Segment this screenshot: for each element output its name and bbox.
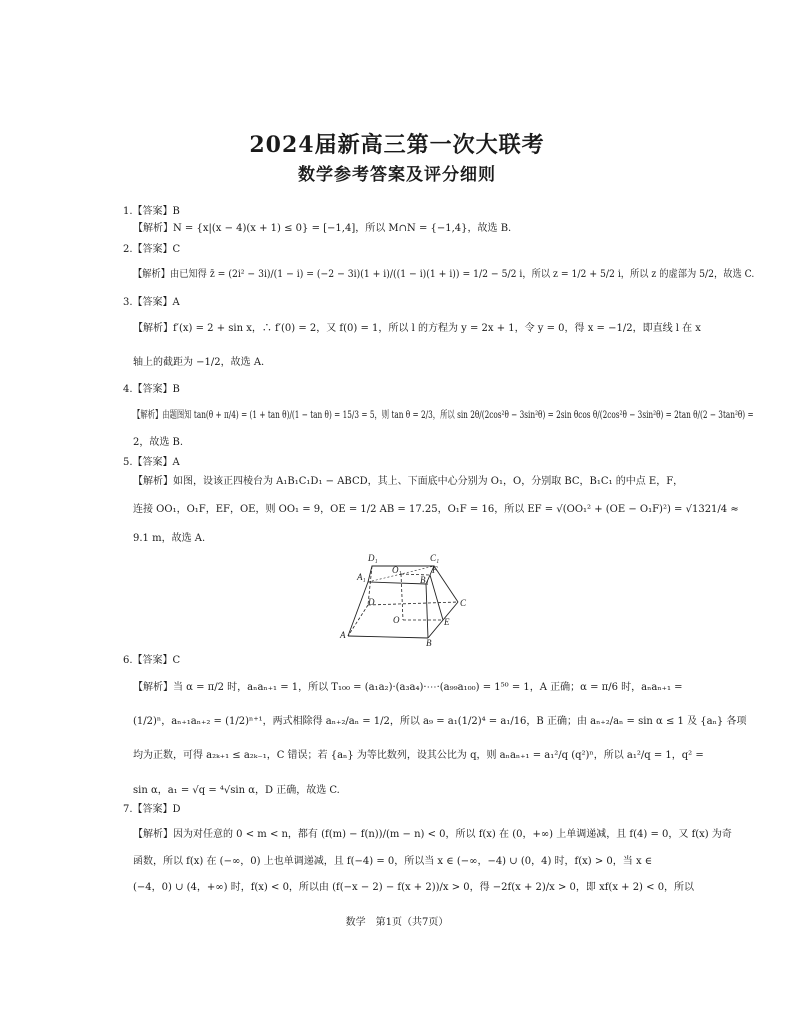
explanation-3-line-1: 【解析】f′(x) = 2 + sin x，∴ f′(0) = 2，又 f(0) = 1，所以 l 的方程为 y = 2x + 1，令 y = 0，得 x = −1/2，即直线 l 在 x xyxy=(133,323,701,334)
answer-2: 2.【答案】C xyxy=(123,244,181,255)
explanation-4-line-1: 【解析】由题图知 tan(θ + π/4) = (1 + tan θ)/(1 − tan θ) = 15/3 = 5，则 tan θ = 2/3，所以 sin 2θ/(2cos²θ − 3sin²θ) = 2sin θcos θ/(2cos²θ − 3sin²θ) = 2tan θ/(2 − 3tan²θ) = xyxy=(133,410,754,421)
answer-6: 6.【答案】C xyxy=(123,655,181,666)
page-title: 2024届新高三第一次大联考 xyxy=(249,132,545,158)
explanation-2: 【解析】由已知得 z̄ = (2i² − 3i)/(1 − i) = (−2 − 3i)(1 + i)/((1 − i)(1 + i)) = 1/2 − 5/2 i，所以 z = 1/2 + 5/2 i，所以 z 的虚部为 5/2，故选 C. xyxy=(133,269,755,280)
label-B: B xyxy=(426,638,432,648)
label-A1: A₁ xyxy=(357,572,366,582)
explanation-6-line-4: sin α，a₁ = √q = ⁴√sin α，D 正确，故选 C. xyxy=(133,785,340,796)
label-E: E xyxy=(444,617,450,627)
explanation-5-line-3: 9.1 m，故选 A. xyxy=(133,533,206,544)
page-subtitle: 数学参考答案及评分细则 xyxy=(298,165,496,185)
label-B1: B₁ xyxy=(420,575,429,585)
explanation-5-line-2: 连接 OO₁，O₁F，EF，OE，则 OO₁ = 9，OE = 1/2 AB = 17.25，O₁F = 16，所以 EF = √(OO₁² + (OE − O₁F)²) = √1321/4 ≈ xyxy=(133,504,739,515)
explanation-7-line-2: 函数，所以 f(x) 在 (−∞，0) 上也单调递减，且 f(−4) = 0，所以当 x ∈ (−∞，−4) ∪ (0，4) 时，f(x) > 0，当 x ∈ xyxy=(133,856,653,867)
label-O: O xyxy=(393,615,400,625)
label-F: F xyxy=(432,565,438,575)
label-C1: C₁ xyxy=(430,553,440,563)
explanation-7-line-1: 【解析】因为对任意的 0 < m < n，都有 (f(m) − f(n))/(m − n) < 0，所以 f(x) 在 (0，+∞) 上单调递减，且 f(4) = 0，又 f(x) 为奇 xyxy=(133,829,732,840)
explanation-7-line-3: (−4，0) ∪ (4，+∞) 时，f(x) < 0，所以由 (f(−x − 2) − f(x + 2))/x > 0，得 −2f(x + 2)/x > 0，即 xf(x + 2) < 0，所以 xyxy=(133,882,695,893)
frustum-figure xyxy=(338,550,478,650)
answer-7: 7.【答案】D xyxy=(123,804,181,815)
explanation-1: 【解析】N = {x|(x − 4)(x + 1) ≤ 0} = [−1,4]，所以 M∩N = {−1,4}，故选 B. xyxy=(133,223,512,234)
explanation-5-line-1: 【解析】如图，设该正四棱台为 A₁B₁C₁D₁ − ABCD，其上、下面底中心分别为 O₁，O，分别取 BC，B₁C₁ 的中点 E，F， xyxy=(133,476,684,487)
explanation-6-line-1: 【解析】当 α = π/2 时，aₙaₙ₊₁ = 1，所以 T₁₀₀ = (a₁a₂)·(a₃a₄)·⋯·(a₉₉a₁₀₀) = 1⁵⁰ = 1，A 正确；α = π/6 时，aₙaₙ₊₁ = xyxy=(133,682,683,693)
label-D1: D₁ xyxy=(368,553,378,563)
label-A: A xyxy=(340,630,346,640)
answer-3: 3.【答案】A xyxy=(123,297,180,308)
label-O1: O₁ xyxy=(392,565,402,575)
explanation-3-line-2: 轴上的截距为 −1/2，故选 A. xyxy=(133,357,265,368)
explanation-6-line-2: (1/2)ⁿ，aₙ₊₁aₙ₊₂ = (1/2)ⁿ⁺¹，两式相除得 aₙ₊₂/aₙ = 1/2，所以 a₉ = a₁(1/2)⁴ = a₁/16，B 正确；由 aₙ₊₂/aₙ = sin α ≤ 1 及 {aₙ} 各项 xyxy=(133,716,747,727)
label-D: D xyxy=(368,597,375,607)
page-footer: 数学 第1页（共7页） xyxy=(345,917,449,928)
explanation-4-line-2: 2，故选 B. xyxy=(133,437,184,448)
label-C: C xyxy=(460,598,467,608)
answer-1: 1.【答案】B xyxy=(123,206,180,217)
answer-5: 5.【答案】A xyxy=(123,457,180,468)
explanation-6-line-3: 均为正数，可得 a₂ₖ₊₁ ≤ a₂ₖ₋₁，C 错误；若 {aₙ} 为等比数列，设其公比为 q，则 aₙaₙ₊₁ = a₁²/q (q²)ⁿ，所以 a₁²/q = 1，q² = xyxy=(133,750,704,761)
answer-4: 4.【答案】B xyxy=(123,384,180,395)
